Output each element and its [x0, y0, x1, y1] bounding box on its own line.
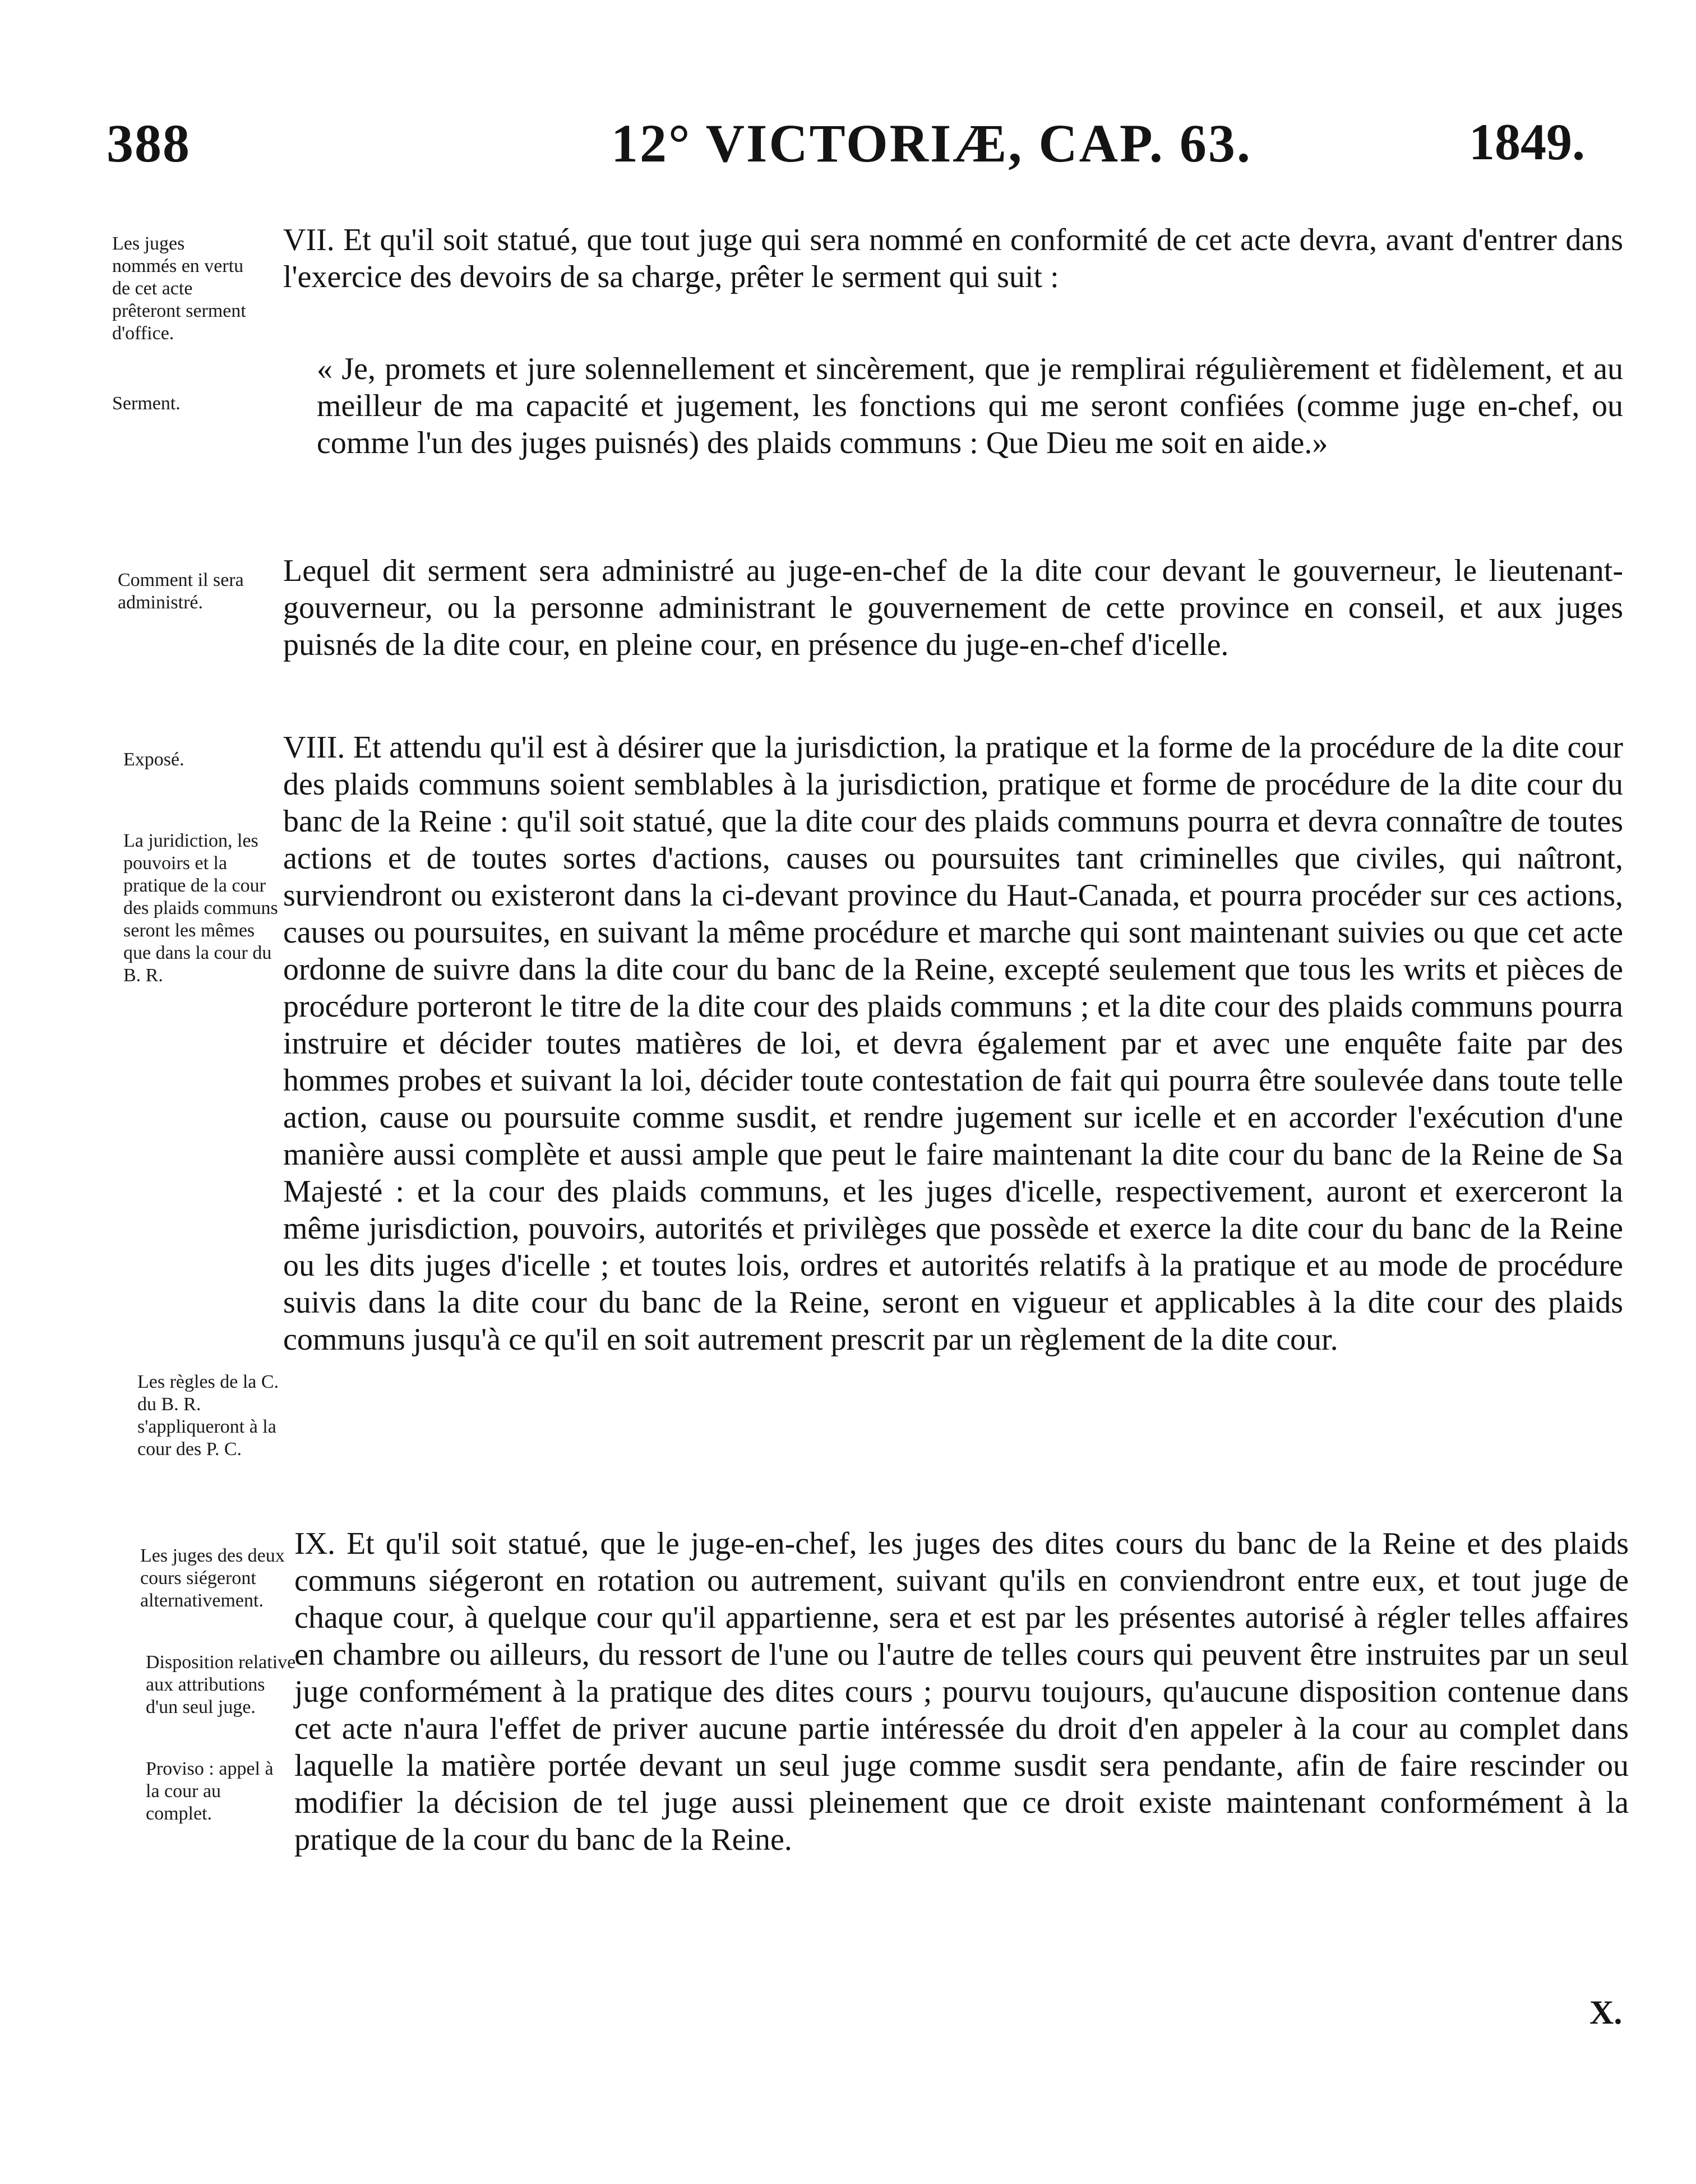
margin-note-serment: Serment. — [112, 393, 181, 414]
margin-note-oath-of-office: Les juges nommés en vertu de cet acte prêteront serment d'office. — [112, 233, 246, 344]
margin-note-single-judge: Disposition relative aux attributions d'un seul juge. — [146, 1652, 296, 1717]
section-vii: VII. Et qu'il soit statué, que tout juge qui sera nommé en conformité de cet acte devra, avant d'entrer dans l'exercice des devoirs de sa charge, prêter le serment qui suit : — [283, 223, 1623, 294]
running-head — [0, 112, 1696, 191]
oath-text: « Je, promets et jure solennellement et sincèrement, que je remplirai régulièrement et fidèlement, et au meilleur de ma capacité et jugement, les fonctions qui me seront confiées (comme juge en-chef, ou comme l'un des juges puisnés) des plaids communs : Que Dieu me soit en aide.» — [317, 352, 1623, 460]
year: 1849. — [1469, 113, 1585, 170]
margin-note-jurisdiction: La juridiction, les pouvoirs et la pratique de la cour des plaids communs seront les mêmes que dans la cour du B. R. — [123, 830, 278, 986]
margin-note-judges-alternate: Les juges des deux cours siégeront alternativement. — [140, 1545, 285, 1611]
section-viii: VIII. Et attendu qu'il est à désirer que la jurisdiction, la pratique et la forme de la procédure de la dite cour des plaids communs soient semblables à la jurisdiction, pratique et forme de procédure de la dite cour du banc de la Reine : qu'il soit statué, que la dite cour des plaids communs pourra et devra connaître de toutes actions et de toutes sortes d'actions, causes ou poursuites tant criminelles que civiles, qui naîtront, surviendront ou existeront dans la ci-devant province du Haut-Canada, et pourra procéder sur ces actions, causes ou poursuites, en suivant la même procédure et marche qui sont maintenant suivies ou que cet acte ordonne de suivre dans la dite cour du banc de la Reine, excepté seulement que tous les writs et pièces de procédure porteront le titre de la dite cour des plaids communs ; et la dite cour des plaids communs pourra instruire et décider toutes matières de loi, et devra également par et avec une enquête faite par des hommes probes et suivant la loi, décider toute contestation de fait qui pourra être soulevée dans toute telle action, cause ou poursuite comme susdit, et rendre jugement sur icelle et en accorder l'exécution d'une manière aussi complète et aussi ample que peut le faire maintenant la dite cour du banc de la Reine de Sa Majesté : et la cour des plaids communs, et les juges d'icelle, respectivement, auront et exerceront la même jurisdiction, pouvoirs, autorités et privilèges que possède et exerce la dite cour du banc de la Reine ou les dits juges d'icelle ; et toutes lois, ordres et autorités relatifs à la pratique et au mode de procédure suivis dans la dite cour du banc de la Reine, seront en vigueur et applicables à la dite cour des plaids communs jusqu'à ce qu'il en soit autrement prescrit par un règlement de la dite cour. — [283, 730, 1623, 1357]
chapter-title: 12° VICTORIÆ, CAP. 63. — [611, 113, 1252, 173]
oath-administration: Lequel dit serment sera administré au juge-en-chef de la dite cour devant le gouverneur, le lieutenant-gouverneur, ou la personne administrant le gouvernement de cette province en conseil, et aux juges puisnés de la dite cour, en pleine cour, en présence du juge-en-chef d'icelle. — [283, 553, 1623, 662]
margin-note-rules-br: Les règles de la C. du B. R. s'appliqueront à la cour des P. C. — [137, 1372, 279, 1460]
catchword: X. — [1589, 1994, 1623, 2031]
margin-note-proviso-appeal: Proviso : appel à la cour au complet. — [146, 1758, 274, 1824]
margin-note-administration: Comment il sera administré. — [118, 570, 244, 613]
margin-note-expose: Exposé. — [123, 749, 184, 770]
section-ix: IX. Et qu'il soit statué, que le juge-en-chef, les juges des dites cours du banc de la Reine et des plaids communs siégeront en rotation ou autrement, suivant qu'ils en conviendront entre eux, et tout juge de chaque cour, à quelque cour qu'il appartienne, sera et est par les présentes autorisé à régler telles affaires en chambre ou ailleurs, du ressort de l'une ou l'autre de telles cours qui peuvent être instruites par un seul juge conformément à la pratique des dites cours ; pourvu toujours, qu'aucune disposition contenue dans cet acte n'aura l'effet de priver aucune partie intéressée du droit d'en appeler à la cour au complet dans laquelle la matière portée devant un seul juge comme susdit sera pendante, afin de faire rescinder ou modifier la décision de tel juge aussi pleinement que ce droit existe maintenant conformément à la pratique de la cour du banc de la Reine. — [294, 1526, 1629, 1857]
page-number: 388 — [107, 113, 191, 173]
